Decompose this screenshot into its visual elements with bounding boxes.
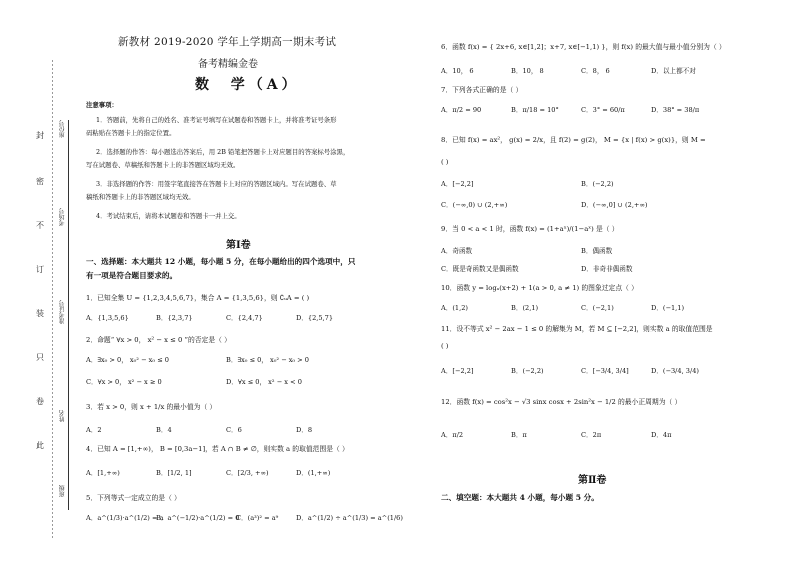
question-3-option-a: A．2 xyxy=(86,426,102,434)
question-8-option-a: A．[−2,2] xyxy=(441,180,474,188)
question-10-option-b: B．(2,1) xyxy=(511,304,539,312)
question-4-option-a: A．[1,+∞) xyxy=(86,469,120,477)
question-6-option-b: B．10， 8 xyxy=(511,67,544,75)
question-10-option-d: D．(−1,1) xyxy=(651,304,685,312)
question-3-option-c: C．6 xyxy=(226,426,242,434)
question-12-option-a: A．π/2 xyxy=(441,431,464,439)
question-2-option-c: C．∀x > 0， x² − x ≥ 0 xyxy=(86,378,162,386)
notice-line: 4．考试结束后，请将本试题卷和答题卡一并上交。 xyxy=(96,212,241,220)
question-2-stem: 2．命题“ ∀x > 0， x² − x ≤ 0 ”的否定是（ ） xyxy=(86,336,231,344)
section-one-heading: 一、选择题：本大题共 12 小题，每小题 5 分，在每小题给出的四个选项中，只 xyxy=(86,257,356,266)
question-12-option-d: D．4π xyxy=(651,431,672,439)
question-3-stem: 3．若 x > 0，则 x + 1/x 的最小值为（ ） xyxy=(86,403,217,411)
exam-title: 新教材 2019-2020 学年上学期高一期末考试 xyxy=(118,36,337,48)
question-1-option-d: D．{2,5,7} xyxy=(296,314,334,322)
exam-subtitle: 备考精编金卷 xyxy=(198,59,258,70)
notice-line: 3．非选择题的作答：用签字笔直接答在答题卡上对应的答题区域内。写在试题卷、草 xyxy=(96,180,337,188)
margin-char: 装 xyxy=(36,309,44,318)
question-12-stem: 12．函数 f(x) = cos²x − √3 sinx cosx + 2sin²x − 1/2 的最小正周期为（ ） xyxy=(441,398,682,406)
notice-line: 写在试题卷、草稿纸和答题卡上的非答题区域均无效。 xyxy=(86,161,240,169)
margin-char: 封 xyxy=(36,131,44,140)
notice-title: 注意事项： xyxy=(86,101,118,109)
volume-one-title: 第Ⅰ卷 xyxy=(226,240,251,251)
admission-number-label: 准考证号 xyxy=(59,300,66,324)
question-11-stem: 11．设不等式 x² − 2ax − 1 ≤ 0 的解集为 M，若 M ⊆ [−2,2]，则实数 a 的取值范围是 xyxy=(441,325,713,333)
question-10-option-c: C．(−2,1) xyxy=(581,304,614,312)
class-label: 班级 xyxy=(59,485,66,497)
question-11-option-b: B．(−2,2) xyxy=(511,367,544,375)
subject-title: 数 学（A） xyxy=(195,77,300,93)
question-2-option-b: B．∃x₀ ≤ 0， x₀² − x₀ > 0 xyxy=(226,356,309,364)
notice-line: 稿纸和答题卡上的非答题区域均无效。 xyxy=(86,193,195,201)
question-7-option-d: D．38° = 38/π xyxy=(651,106,700,114)
question-9-stem: 9．当 0 < a < 1 时，函数 f(x) = (1+aˣ)/(1−aˣ) 是（ ） xyxy=(441,225,619,233)
question-12-option-c: C．2π xyxy=(581,431,602,439)
question-7-option-c: C．3° = 60/π xyxy=(581,106,625,114)
question-12-option-b: B．π xyxy=(511,431,527,439)
question-1-option-b: B．{2,3,7} xyxy=(156,314,193,322)
question-6-option-a: A．10， 6 xyxy=(441,67,474,75)
question-4-option-b: B．[1/2, 1] xyxy=(156,469,192,477)
binding-solid-line xyxy=(68,120,69,510)
question-5-stem: 5．下列等式一定成立的是（ ） xyxy=(86,494,181,502)
question-5-option-c: C．(a³)² = a⁹ xyxy=(236,514,279,522)
question-7-option-a: A．π/2 = 90 xyxy=(441,106,482,114)
question-4-option-d: D．(1,+∞) xyxy=(296,469,331,477)
question-1-option-a: A．{1,3,5,6} xyxy=(86,314,129,322)
question-8-paren: ( ) xyxy=(441,158,449,166)
question-1-stem: 1．已知全集 U = {1,2,3,4,5,6,7}，集合 A = {1,3,5,6}，则 ∁ᵤA = ( ) xyxy=(86,294,310,302)
question-4-option-c: C．[2/3, +∞) xyxy=(226,469,269,477)
question-9-option-b: B．偶函数 xyxy=(581,247,613,255)
question-11-option-a: A．[−2,2] xyxy=(441,367,474,375)
question-7-option-b: B．π/18 = 10° xyxy=(511,106,559,114)
question-7-stem: 7．下列各式正确的是（ ） xyxy=(441,86,523,94)
margin-char: 卷 xyxy=(36,397,44,406)
question-5-option-a: A．a^(1/3)·a^(1/2) = a xyxy=(86,514,164,522)
question-8-option-c: C．(−∞,0) ∪ (2,+∞) xyxy=(441,201,508,209)
question-8-option-b: B．(−2,2) xyxy=(581,180,614,188)
question-5-option-b: B．a^(−1/2)·a^(1/2) = 0 xyxy=(156,514,240,522)
question-9-option-c: C．既是奇函数又是偶函数 xyxy=(441,265,519,273)
question-6-option-c: C．8， 6 xyxy=(581,67,610,75)
question-11-option-c: C．[−3/4, 3/4] xyxy=(581,367,629,375)
margin-char: 不 xyxy=(36,221,44,230)
question-3-option-b: B．4 xyxy=(156,426,172,434)
section-one-heading-cont: 有一项是符合题目要求的。 xyxy=(86,271,178,280)
question-4-stem: 4．已知 A = [1,+∞)， B = [0,3a−1]，若 A ∩ B ≠ ∅，则实数 a 的取值范围是（ ） xyxy=(86,445,349,453)
question-3-option-d: D．8 xyxy=(296,426,313,434)
question-9-option-a: A．奇函数 xyxy=(441,247,473,255)
margin-char: 此 xyxy=(36,441,44,450)
exam-room-label: 考场号 xyxy=(59,208,66,226)
margin-char: 密 xyxy=(36,177,44,186)
question-8-stem: 8．已知 f(x) = ax²， g(x) = 2/x，且 f(2) = g(2)， M = {x | f(x) > g(x)}，则 M = xyxy=(441,136,706,144)
question-2-option-a: A．∃x₀ > 0， x₀² − x₀ ≤ 0 xyxy=(86,356,169,364)
question-10-stem: 10．函数 y = logₐ(x+2) + 1(a > 0, a ≠ 1) 的图象过定点（ ） xyxy=(441,284,638,292)
margin-char: 订 xyxy=(36,265,44,274)
name-label: 姓名 xyxy=(59,410,66,422)
question-11-option-d: D．(−3/4, 3/4) xyxy=(651,367,699,375)
notice-line: 码粘贴在答题卡上的指定位置。 xyxy=(86,129,176,137)
question-8-option-d: D．(−∞,0] ∪ (2,+∞) xyxy=(581,201,648,209)
question-6-option-d: D．以上都不对 xyxy=(651,67,696,75)
question-6-stem: 6．函数 f(x) = { 2x+6, x∈[1,2]；x+7, x∈[−1,1) }，则 f(x) 的最大值与最小值分别为（ ） xyxy=(441,43,726,51)
seat-number-label: 座位号 xyxy=(59,120,66,138)
notice-line: 1．答题前，先将自己的姓名、准考证号填写在试题卷和答题卡上，并将准考证号条形 xyxy=(96,116,337,124)
question-11-paren: ( ) xyxy=(441,342,449,350)
section-two-heading: 二、填空题：本大题共 4 小题，每小题 5 分。 xyxy=(441,493,599,502)
question-10-option-a: A．(1,2) xyxy=(441,304,468,312)
question-1-option-c: C．{2,4,7} xyxy=(226,314,263,322)
binding-dashed-line xyxy=(52,60,53,540)
question-5-option-d: D．a^(1/2) ÷ a^(1/3) = a^(1/6) xyxy=(296,514,403,522)
question-2-option-d: D．∀x ≤ 0， x² − x < 0 xyxy=(226,378,302,386)
notice-line: 2．选择题的作答：每小题选出答案后，用 2B 铅笔把答题卡上对应题目的答案标号涂黑， xyxy=(96,148,350,156)
question-9-option-d: D．非奇非偶函数 xyxy=(581,265,633,273)
margin-char: 只 xyxy=(36,353,44,362)
volume-two-title: 第Ⅱ卷 xyxy=(578,475,607,486)
